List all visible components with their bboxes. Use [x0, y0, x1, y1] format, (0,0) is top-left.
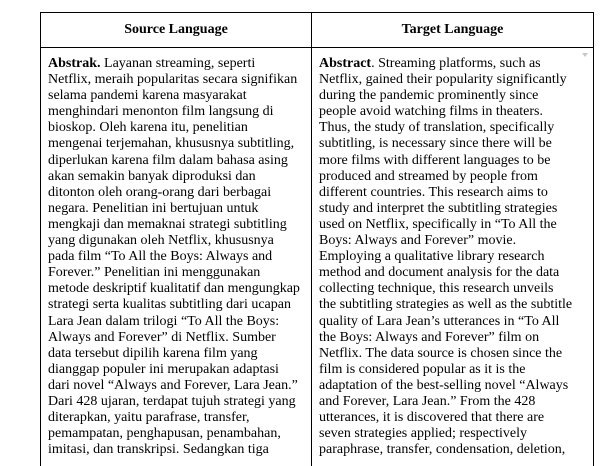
- target-line-text: study and interpret the subtitling strategies: [319, 200, 558, 216]
- target-abstract-text: [319, 56, 586, 466]
- source-text-line: [48, 233, 304, 249]
- header-source-language: Source Language: [41, 13, 312, 48]
- source-abstract-text: [48, 56, 304, 466]
- source-line-text: Layanan streaming, seperti: [100, 56, 256, 71]
- source-text-line: [48, 72, 304, 88]
- target-line-text: film is considered popular as it is the: [319, 361, 526, 377]
- target-text-line: [319, 362, 586, 378]
- source-line-text: pada film “To All the Boys: Always and: [48, 249, 273, 265]
- source-text-line: [48, 297, 304, 313]
- target-text-line: [319, 265, 586, 281]
- target-text-line: [319, 297, 586, 313]
- target-text-line: [319, 201, 586, 217]
- target-text-line: [319, 249, 586, 265]
- scroll-down-arrow-icon[interactable]: [582, 53, 588, 57]
- target-line-text: paraphrase, transfer, condensation, deletion,: [319, 442, 566, 458]
- source-abstract-cell: [41, 48, 312, 466]
- target-line-text: Thus, the study of translation, specifically: [319, 120, 555, 136]
- source-text-line: [48, 378, 304, 394]
- target-line-text: . Streaming platforms, such as: [371, 56, 541, 71]
- source-text-line: [48, 136, 304, 152]
- target-text-line: [319, 281, 586, 297]
- source-text-line: [48, 281, 304, 297]
- target-line-text: method and document analysis for the data: [319, 265, 560, 281]
- source-text-line: [48, 249, 304, 265]
- target-line-text: different countries. This research aims to: [319, 184, 548, 200]
- target-line-text: produced and streamed by people from: [319, 168, 538, 184]
- source-line-text: diperlukan karena film dalam bahasa asing: [48, 152, 288, 168]
- target-text-line: [319, 410, 586, 426]
- source-text-line: [48, 120, 304, 136]
- target-text-line: [319, 185, 586, 201]
- target-text-line: [319, 169, 586, 185]
- target-text-line: [319, 88, 586, 104]
- source-line-text: selama pandemi karena masyarakat: [48, 88, 247, 104]
- source-line-text: mengenai terjemahan, khususnya subtitling,: [48, 136, 295, 152]
- source-line-text: imitasi, dan transkripsi. Sedangkan tiga: [48, 442, 269, 458]
- source-text-line: [48, 88, 304, 104]
- target-line-text: and Forever, Lara Jean.” From the 428: [319, 393, 536, 409]
- source-text-line: [48, 217, 304, 233]
- target-line-text: Netflix, gained their popularity significantly: [319, 72, 567, 88]
- table-header-row: [41, 13, 594, 48]
- source-text-line: [48, 185, 304, 201]
- source-abstract-label: Abstrak.: [48, 56, 101, 71]
- target-text-line: [319, 233, 586, 249]
- target-abstract-label: Abstract: [319, 56, 372, 71]
- source-line-text: Forever.” Penelitian ini menggunakan: [48, 265, 261, 281]
- source-text-line: [48, 362, 304, 378]
- source-line-text: Netflix, meraih popularitas secara signifikan: [48, 72, 298, 88]
- source-text-line: [48, 410, 304, 426]
- target-text-line: [319, 378, 586, 394]
- target-line-text: the subtitling strategies as well as the subtitle: [319, 297, 573, 313]
- target-abstract-cell: [312, 48, 594, 466]
- target-text-line: [319, 426, 586, 442]
- source-line-text: ditonton oleh orang-orang dari berbagai: [48, 184, 272, 200]
- target-text-line: [319, 217, 586, 233]
- source-text-line: [48, 346, 304, 362]
- source-line-text: menghindari menonton film langsung di: [48, 104, 274, 120]
- target-line-text: adaptation of the best-selling novel “Always: [319, 377, 569, 393]
- target-line-text: subtitling, is necessary since there will be: [319, 136, 552, 152]
- target-text-line: [319, 442, 586, 458]
- source-text-line: [48, 104, 304, 120]
- source-line-text: Always and Forever” di Netflix. Sumber: [48, 329, 276, 345]
- target-text-line: [319, 120, 586, 136]
- target-line-text: seven strategies applied; respectively: [319, 426, 527, 442]
- target-text-line: [319, 153, 586, 169]
- source-line-text: metode deskriptif kualitatif dan mengungkap: [48, 281, 300, 297]
- source-text-line: [48, 56, 304, 72]
- target-line-text: more films with different languages to be: [319, 152, 551, 168]
- source-line-text: yang digunakan oleh Netflix, khususnya: [48, 233, 274, 249]
- source-text-line: [48, 442, 304, 458]
- source-text-line: [48, 265, 304, 281]
- target-line-text: Employing a qualitative library research: [319, 249, 545, 265]
- target-line-text: utterances, it is discovered that there are: [319, 410, 545, 426]
- source-line-text: bioskop. Oleh karena itu, penelitian: [48, 120, 248, 136]
- target-text-line: [319, 330, 586, 346]
- target-line-text: during the pandemic prominently since: [319, 88, 539, 104]
- target-line-text: the Boys: Always and Forever” film on: [319, 329, 540, 345]
- source-text-line: [48, 314, 304, 330]
- target-text-line: [319, 136, 586, 152]
- target-line-text: people avoid watching films in theaters.: [319, 104, 543, 120]
- source-text-line: [48, 201, 304, 217]
- table-row: [41, 48, 594, 466]
- target-text-line: [319, 56, 586, 72]
- source-text-line: [48, 394, 304, 410]
- source-text-line: [48, 169, 304, 185]
- source-text-line: [48, 426, 304, 442]
- source-line-text: diterapkan, yaitu parafrase, transfer,: [48, 410, 250, 426]
- target-line-text: Netflix. The data source is chosen since the: [319, 345, 563, 361]
- source-line-text: strategi serta kualitas subtitling dari ucapan: [48, 297, 291, 313]
- target-line-text: Boys: Always and Forever” movie.: [319, 233, 517, 249]
- header-target-language: Target Language: [312, 13, 594, 48]
- target-line-text: used on Netflix, specifically in “To All the: [319, 216, 557, 232]
- target-line-text: collecting technique, this research unveils: [319, 281, 554, 297]
- source-line-text: mengkaji dan memaknai strategi subtitling: [48, 216, 287, 232]
- source-text-line: [48, 330, 304, 346]
- source-line-text: pemampatan, penghapusan, penambahan,: [48, 426, 281, 442]
- source-line-text: data tersebut dipilih karena film yang: [48, 345, 258, 361]
- target-text-line: [319, 394, 586, 410]
- source-line-text: Dari 428 ujaran, terdapat tujuh strategi yang: [48, 393, 296, 409]
- source-line-text: akan semakin banyak diproduksi dan: [48, 168, 256, 184]
- target-text-line: [319, 314, 586, 330]
- source-line-text: dari novel “Always and Forever, Lara Jean.”: [48, 377, 298, 393]
- source-line-text: negara. Penelitian ini bertujuan untuk: [48, 200, 259, 216]
- translation-table: [40, 12, 594, 466]
- target-text-line: [319, 104, 586, 120]
- target-line-text: quality of Lara Jean’s utterances in “To All: [319, 313, 560, 329]
- target-text-line: [319, 346, 586, 362]
- source-line-text: Lara Jean dalam trilogi “To All the Boys:: [48, 313, 280, 329]
- target-text-line: [319, 72, 586, 88]
- source-line-text: dianggap populer ini merupakan adaptasi: [48, 361, 279, 377]
- source-text-line: [48, 153, 304, 169]
